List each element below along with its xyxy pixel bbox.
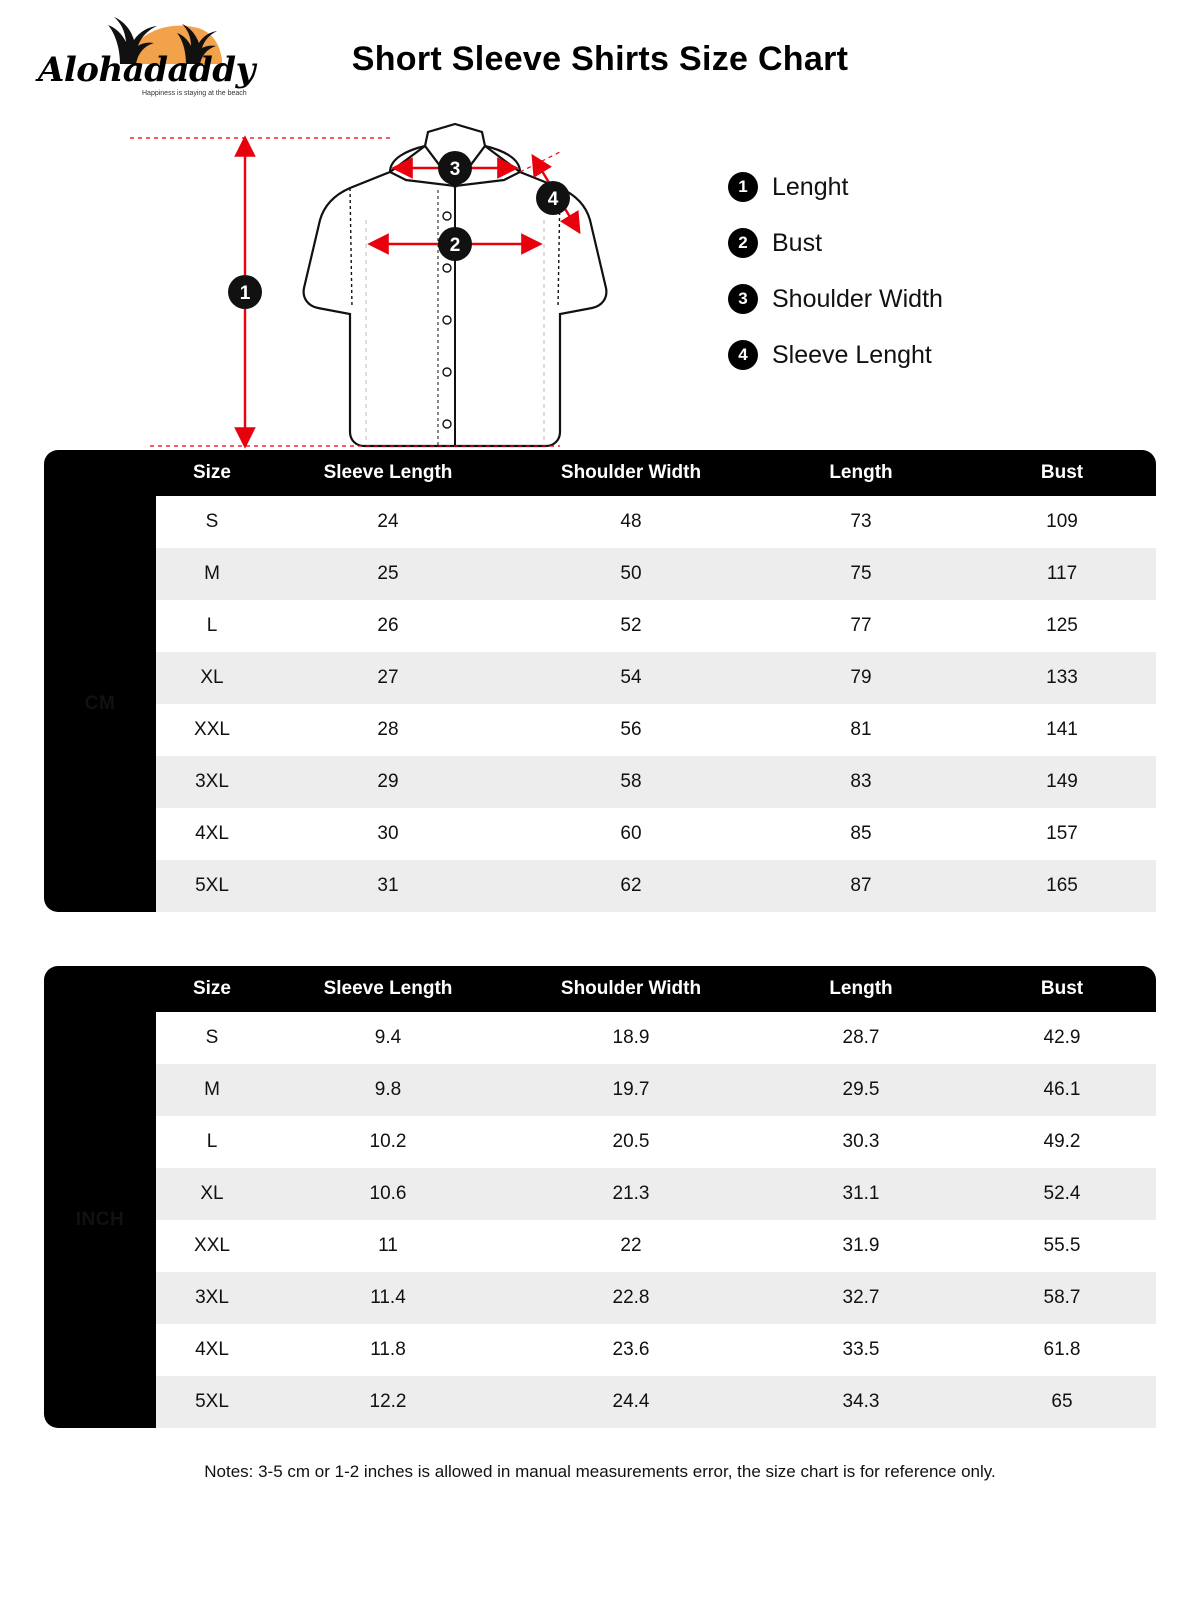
cell-sleeve: 9.4 bbox=[268, 1012, 508, 1064]
cell-shoulder: 62 bbox=[508, 860, 754, 912]
cell-sleeve: 11.4 bbox=[268, 1272, 508, 1324]
brand-name: Alohadaddy bbox=[38, 50, 255, 90]
unit-header-cm bbox=[44, 450, 156, 496]
svg-text:1: 1 bbox=[239, 283, 251, 304]
inch-table-wrapper bbox=[44, 966, 1156, 1428]
table-header-row bbox=[44, 966, 1156, 1012]
cell-sleeve: 9.8 bbox=[268, 1064, 508, 1116]
legend-item-bust bbox=[728, 228, 1148, 258]
cell-size: S bbox=[156, 1012, 268, 1064]
cell-bust: 52.4 bbox=[968, 1168, 1156, 1220]
cell-sleeve: 10.2 bbox=[268, 1116, 508, 1168]
cell-length: 31.9 bbox=[754, 1220, 968, 1272]
table-row bbox=[44, 860, 1156, 912]
cell-length: 33.5 bbox=[754, 1324, 968, 1376]
cell-bust: 165 bbox=[968, 860, 1156, 912]
legend-item-shoulder-width bbox=[728, 284, 1148, 314]
col-header-size: Size bbox=[156, 450, 268, 496]
cell-length: 79 bbox=[754, 652, 968, 704]
legend-badge-1: 1 bbox=[728, 172, 758, 202]
cell-bust: 46.1 bbox=[968, 1064, 1156, 1116]
cell-length: 31.1 bbox=[754, 1168, 968, 1220]
table-row bbox=[44, 808, 1156, 860]
table-row bbox=[44, 1324, 1156, 1376]
cell-bust: 133 bbox=[968, 652, 1156, 704]
cell-sleeve: 10.6 bbox=[268, 1168, 508, 1220]
table-row bbox=[44, 1220, 1156, 1272]
table-row bbox=[44, 1168, 1156, 1220]
cell-size: 3XL bbox=[156, 756, 268, 808]
cell-bust: 125 bbox=[968, 600, 1156, 652]
cell-shoulder: 58 bbox=[508, 756, 754, 808]
page-title: Short Sleeve Shirts Size Chart bbox=[351, 40, 849, 78]
cell-sleeve: 24 bbox=[268, 496, 508, 548]
size-table-inch bbox=[44, 966, 1156, 1428]
unit-label-cm: CM bbox=[44, 496, 156, 912]
cell-sleeve: 29 bbox=[268, 756, 508, 808]
cell-length: 81 bbox=[754, 704, 968, 756]
cell-shoulder: 54 bbox=[508, 652, 754, 704]
cell-sleeve: 28 bbox=[268, 704, 508, 756]
table-row bbox=[44, 704, 1156, 756]
cell-shoulder: 19.7 bbox=[508, 1064, 754, 1116]
col-header-sleeve-length: Sleeve Length bbox=[268, 450, 508, 496]
cell-bust: 157 bbox=[968, 808, 1156, 860]
svg-text:2: 2 bbox=[449, 235, 461, 256]
legend-label-2: Bust bbox=[772, 228, 823, 257]
col-header-shoulder-width: Shoulder Width bbox=[508, 966, 754, 1012]
cell-bust: 49.2 bbox=[968, 1116, 1156, 1168]
notes-text: Notes: 3-5 cm or 1-2 inches is allowed in manual measurements error, the size chart is for reference only. bbox=[204, 1462, 996, 1481]
cell-length: 87 bbox=[754, 860, 968, 912]
size-table-cm bbox=[44, 450, 1156, 912]
cell-bust: 117 bbox=[968, 548, 1156, 600]
cell-size: XL bbox=[156, 652, 268, 704]
table-row bbox=[44, 1272, 1156, 1324]
cell-bust: 42.9 bbox=[968, 1012, 1156, 1064]
cell-sleeve: 25 bbox=[268, 548, 508, 600]
cell-length: 34.3 bbox=[754, 1376, 968, 1428]
cell-size: 4XL bbox=[156, 808, 268, 860]
cell-shoulder: 20.5 bbox=[508, 1116, 754, 1168]
cell-size: S bbox=[156, 496, 268, 548]
cell-shoulder: 21.3 bbox=[508, 1168, 754, 1220]
measurement-diagram bbox=[0, 110, 1200, 450]
table-row bbox=[44, 652, 1156, 704]
unit-label-inch: INCH bbox=[44, 1012, 156, 1428]
legend-badge-3: 3 bbox=[728, 284, 758, 314]
table-spacer bbox=[0, 912, 1200, 966]
cell-shoulder: 22.8 bbox=[508, 1272, 754, 1324]
cell-bust: 65 bbox=[968, 1376, 1156, 1428]
cell-bust: 149 bbox=[968, 756, 1156, 808]
col-header-bust: Bust bbox=[968, 966, 1156, 1012]
unit-header-inch bbox=[44, 966, 156, 1012]
cell-sleeve: 31 bbox=[268, 860, 508, 912]
cell-length: 75 bbox=[754, 548, 968, 600]
table-header-row bbox=[44, 450, 1156, 496]
col-header-size: Size bbox=[156, 966, 268, 1012]
table-row bbox=[44, 496, 1156, 548]
cell-size: XXL bbox=[156, 704, 268, 756]
cell-size: 3XL bbox=[156, 1272, 268, 1324]
cell-size: XL bbox=[156, 1168, 268, 1220]
cell-sleeve: 12.2 bbox=[268, 1376, 508, 1428]
col-header-length: Length bbox=[754, 450, 968, 496]
cell-length: 83 bbox=[754, 756, 968, 808]
cell-shoulder: 23.6 bbox=[508, 1324, 754, 1376]
cell-length: 85 bbox=[754, 808, 968, 860]
table-row bbox=[44, 548, 1156, 600]
svg-text:3: 3 bbox=[449, 159, 461, 180]
cell-length: 30.3 bbox=[754, 1116, 968, 1168]
shirt-illustration bbox=[90, 110, 790, 450]
cell-size: XXL bbox=[156, 1220, 268, 1272]
col-header-shoulder-width: Shoulder Width bbox=[508, 450, 754, 496]
cell-bust: 58.7 bbox=[968, 1272, 1156, 1324]
col-header-sleeve-length: Sleeve Length bbox=[268, 966, 508, 1012]
legend-item-length bbox=[728, 172, 1148, 202]
legend-label-4: Sleeve Lenght bbox=[772, 340, 932, 369]
svg-text:4: 4 bbox=[547, 189, 559, 210]
cell-sleeve: 11 bbox=[268, 1220, 508, 1272]
cell-shoulder: 22 bbox=[508, 1220, 754, 1272]
diagram-legend bbox=[728, 172, 1148, 396]
brand-tagline: Happiness is staying at the beach bbox=[142, 90, 247, 97]
cell-sleeve: 27 bbox=[268, 652, 508, 704]
legend-badge-4: 4 bbox=[728, 340, 758, 370]
cell-size: L bbox=[156, 1116, 268, 1168]
cell-size: M bbox=[156, 548, 268, 600]
legend-item-sleeve-length bbox=[728, 340, 1148, 370]
table-row bbox=[44, 756, 1156, 808]
cell-length: 77 bbox=[754, 600, 968, 652]
cell-bust: 61.8 bbox=[968, 1324, 1156, 1376]
cell-sleeve: 30 bbox=[268, 808, 508, 860]
col-header-length: Length bbox=[754, 966, 968, 1012]
cell-size: 5XL bbox=[156, 1376, 268, 1428]
table-row bbox=[44, 1064, 1156, 1116]
cell-shoulder: 24.4 bbox=[508, 1376, 754, 1428]
cell-size: M bbox=[156, 1064, 268, 1116]
cell-bust: 109 bbox=[968, 496, 1156, 548]
cell-size: 5XL bbox=[156, 860, 268, 912]
cell-shoulder: 18.9 bbox=[508, 1012, 754, 1064]
cell-shoulder: 52 bbox=[508, 600, 754, 652]
legend-label-1: Lenght bbox=[772, 172, 849, 201]
cell-sleeve: 11.8 bbox=[268, 1324, 508, 1376]
col-header-bust: Bust bbox=[968, 450, 1156, 496]
cell-shoulder: 60 bbox=[508, 808, 754, 860]
table-row bbox=[44, 1376, 1156, 1428]
cell-shoulder: 48 bbox=[508, 496, 754, 548]
cell-length: 32.7 bbox=[754, 1272, 968, 1324]
cell-sleeve: 26 bbox=[268, 600, 508, 652]
legend-badge-2: 2 bbox=[728, 228, 758, 258]
cell-shoulder: 56 bbox=[508, 704, 754, 756]
cell-length: 28.7 bbox=[754, 1012, 968, 1064]
cell-bust: 141 bbox=[968, 704, 1156, 756]
legend-label-3: Shoulder Width bbox=[772, 284, 943, 313]
page-header bbox=[0, 0, 1200, 110]
cell-shoulder: 50 bbox=[508, 548, 754, 600]
cell-length: 73 bbox=[754, 496, 968, 548]
cell-length: 29.5 bbox=[754, 1064, 968, 1116]
table-row bbox=[44, 1012, 1156, 1064]
cell-size: L bbox=[156, 600, 268, 652]
table-row bbox=[44, 600, 1156, 652]
cell-size: 4XL bbox=[156, 1324, 268, 1376]
cell-bust: 55.5 bbox=[968, 1220, 1156, 1272]
table-row bbox=[44, 1116, 1156, 1168]
cm-table-wrapper bbox=[44, 450, 1156, 912]
